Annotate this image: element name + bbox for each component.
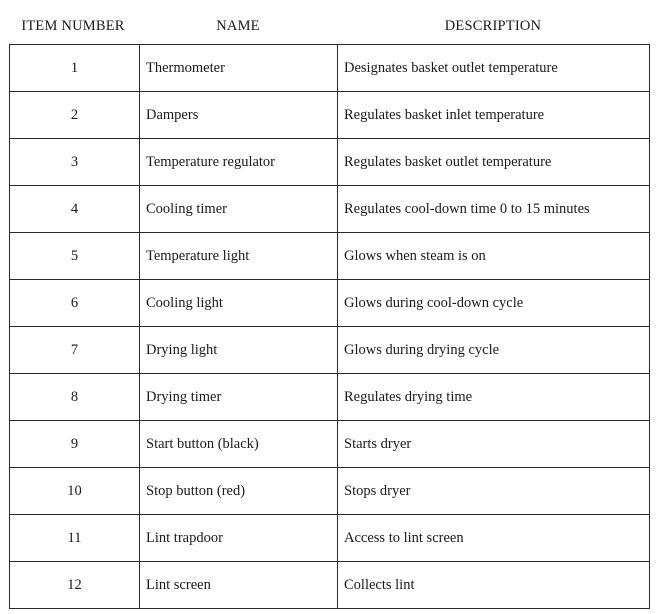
description-cell: Glows during drying cycle [338, 327, 650, 374]
item-number-cell: 2 [10, 92, 140, 139]
item-number-cell: 11 [10, 515, 140, 562]
name-cell: Drying light [140, 327, 338, 374]
column-header-name: NAME [216, 18, 260, 34]
table-row [10, 421, 650, 468]
description-cell: Regulates cool-down time 0 to 15 minutes [338, 186, 650, 233]
item-number-cell: 3 [10, 139, 140, 186]
name-cell: Cooling timer [140, 186, 338, 233]
name-cell: Stop button (red) [140, 468, 338, 515]
item-number-cell: 5 [10, 233, 140, 280]
name-cell: Temperature regulator [140, 139, 338, 186]
item-number-cell: 8 [10, 374, 140, 421]
column-header-description: DESCRIPTION [444, 18, 542, 34]
description-cell: Glows when steam is on [338, 233, 650, 280]
table-row [10, 92, 650, 139]
description-cell: Regulates basket outlet temperature [338, 139, 650, 186]
name-cell: Lint trapdoor [140, 515, 338, 562]
description-cell: Regulates drying time [338, 374, 650, 421]
name-cell: Lint screen [140, 562, 338, 609]
item-number-cell: 10 [10, 468, 140, 515]
name-cell: Dampers [140, 92, 338, 139]
name-cell: Start button (black) [140, 421, 338, 468]
table-row [10, 515, 650, 562]
name-cell: Drying timer [140, 374, 338, 421]
description-cell: Stops dryer [338, 468, 650, 515]
table-row [10, 280, 650, 327]
item-number-cell: 4 [10, 186, 140, 233]
parts-table [9, 44, 650, 609]
table-row [10, 139, 650, 186]
description-cell: Regulates basket inlet temperature [338, 92, 650, 139]
table-row [10, 233, 650, 280]
description-cell: Starts dryer [338, 421, 650, 468]
table-row [10, 186, 650, 233]
table-header [0, 0, 656, 50]
description-cell: Collects lint [338, 562, 650, 609]
name-cell: Thermometer [140, 45, 338, 92]
description-cell: Designates basket outlet temperature [338, 45, 650, 92]
description-cell: Access to lint screen [338, 515, 650, 562]
item-number-cell: 7 [10, 327, 140, 374]
table-row [10, 562, 650, 609]
table-row [10, 45, 650, 92]
item-number-cell: 9 [10, 421, 140, 468]
item-number-cell: 6 [10, 280, 140, 327]
name-cell: Temperature light [140, 233, 338, 280]
column-header-item-number: ITEM NUMBER [21, 18, 125, 34]
table-row [10, 374, 650, 421]
item-number-cell: 12 [10, 562, 140, 609]
name-cell: Cooling light [140, 280, 338, 327]
table-row [10, 327, 650, 374]
item-number-cell: 1 [10, 45, 140, 92]
description-cell: Glows during cool-down cycle [338, 280, 650, 327]
table-row [10, 468, 650, 515]
